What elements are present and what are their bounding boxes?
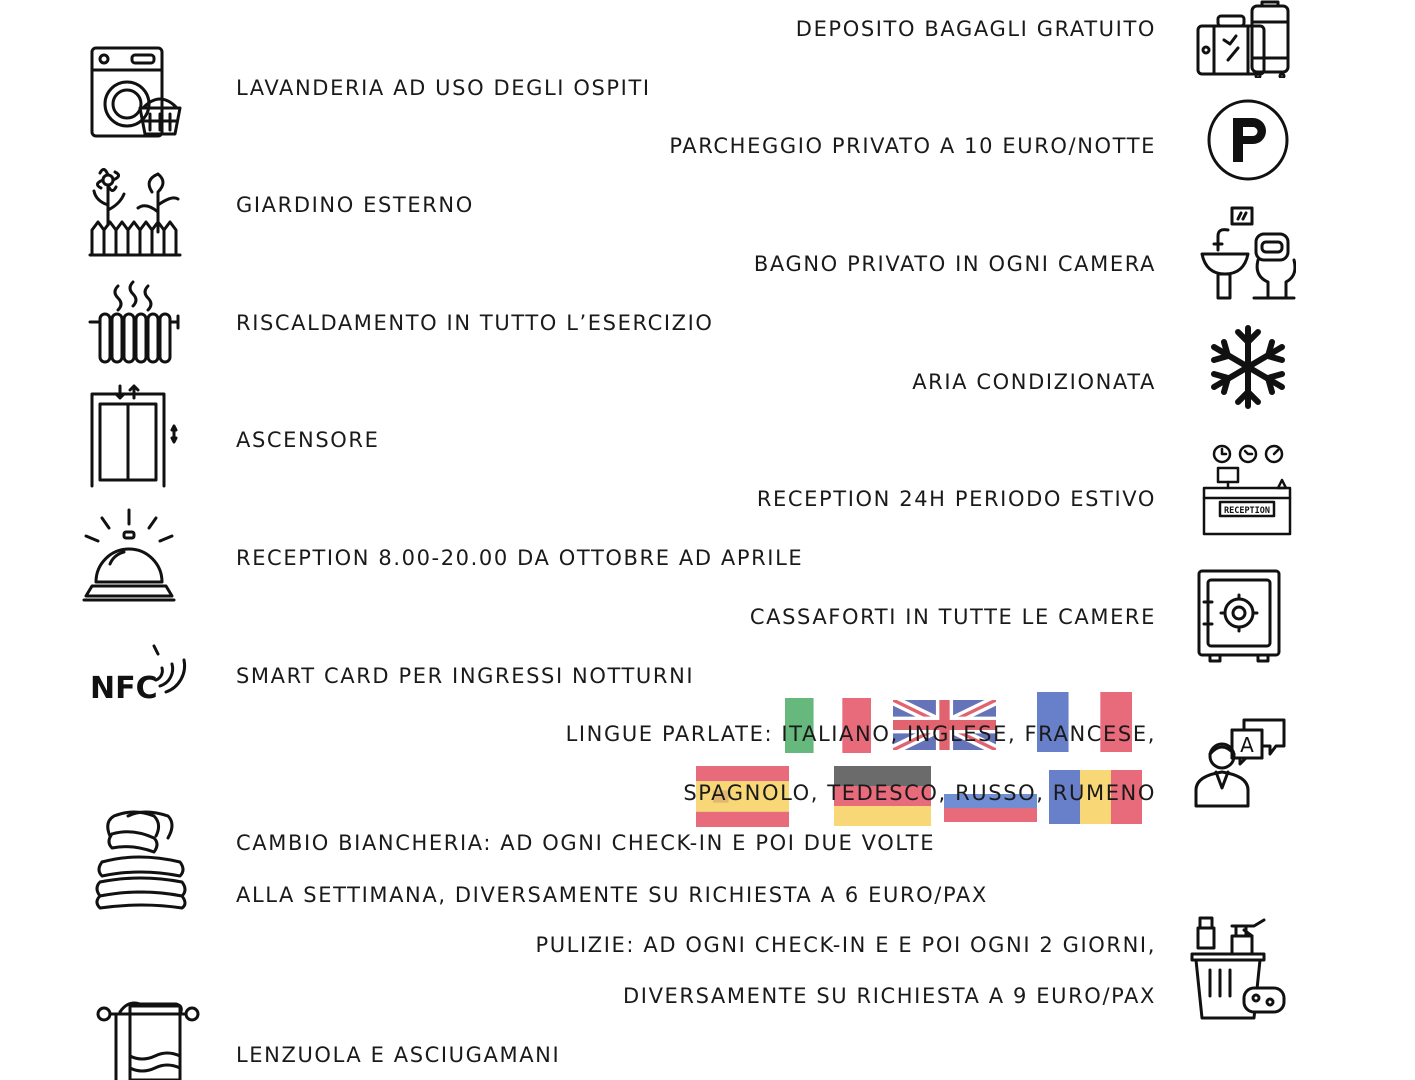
amenity-garden: GIARDINO ESTERNO xyxy=(236,193,474,217)
amenity-bathroom: BAGNO PRIVATO IN OGNI CAMERA xyxy=(753,252,1156,276)
parking-icon xyxy=(1206,98,1290,182)
amenity-linen-line2: ALLA SETTIMANA, DIVERSAMENTE SU RICHIESTA A 6 EURO/PAX xyxy=(236,883,988,907)
amenity-heating: RISCALDAMENTO IN TUTTO L’ESERCIZIO xyxy=(236,311,714,335)
towel-rack-icon xyxy=(94,996,202,1080)
amenity-safes: CASSAFORTI IN TUTTE LE CAMERE xyxy=(749,605,1156,629)
service-bell-icon xyxy=(82,508,176,604)
amenity-elevator: ASCENSORE xyxy=(236,428,380,452)
amenity-reception-summer: RECEPTION 24H PERIODO ESTIVO xyxy=(756,487,1156,511)
radiator-icon xyxy=(88,280,180,366)
amenity-languages-line2: SPAGNOLO, TEDESCO, RUSSO, RUMENO xyxy=(683,781,1156,805)
reception-desk-icon xyxy=(1198,440,1296,538)
folded-linen-icon xyxy=(94,806,188,910)
amenity-luggage: DEPOSITO BAGAGLI GRATUITO xyxy=(795,17,1156,41)
svg-text:NFC: NFC xyxy=(90,671,158,706)
cleaning-supplies-icon xyxy=(1188,914,1288,1020)
luggage-icon xyxy=(1194,0,1294,78)
safe-icon xyxy=(1196,568,1282,664)
amenity-cleaning-line2: DIVERSAMENTE SU RICHIESTA A 9 EURO/PAX xyxy=(623,984,1156,1008)
multilingual-staff-icon xyxy=(1192,714,1288,810)
garden-icon xyxy=(88,160,184,258)
svg-text:RECEPTION: RECEPTION xyxy=(1223,506,1271,516)
bathroom-icon xyxy=(1198,204,1296,300)
amenity-reception-winter: RECEPTION 8.00-20.00 DA OTTOBRE AD APRILE xyxy=(236,546,804,570)
amenity-aircon: ARIA CONDIZIONATA xyxy=(912,370,1156,394)
amenity-cleaning-line1: PULIZIE: AD OGNI CHECK-IN E E POI OGNI 2 GIORNI, xyxy=(535,933,1156,957)
svg-text:A: A xyxy=(1240,733,1254,757)
amenity-languages-line1: LINGUE PARLATE: ITALIANO, INGLESE, FRANCESE, xyxy=(565,722,1156,746)
amenity-linen-line1: CAMBIO BIANCHERIA: AD OGNI CHECK-IN E POI DUE VOLTE xyxy=(236,831,936,855)
elevator-icon xyxy=(88,384,180,488)
nfc-icon xyxy=(88,640,188,710)
amenity-sheets: LENZUOLA E ASCIUGAMANI xyxy=(236,1043,561,1067)
washing-machine-icon xyxy=(88,44,184,140)
amenity-parking: PARCHEGGIO PRIVATO A 10 EURO/NOTTE xyxy=(669,134,1156,158)
snowflake-icon xyxy=(1206,324,1290,410)
amenity-laundry: LAVANDERIA AD USO DEGLI OSPITI xyxy=(236,76,651,100)
amenity-smartcard: SMART CARD PER INGRESSI NOTTURNI xyxy=(236,664,695,688)
